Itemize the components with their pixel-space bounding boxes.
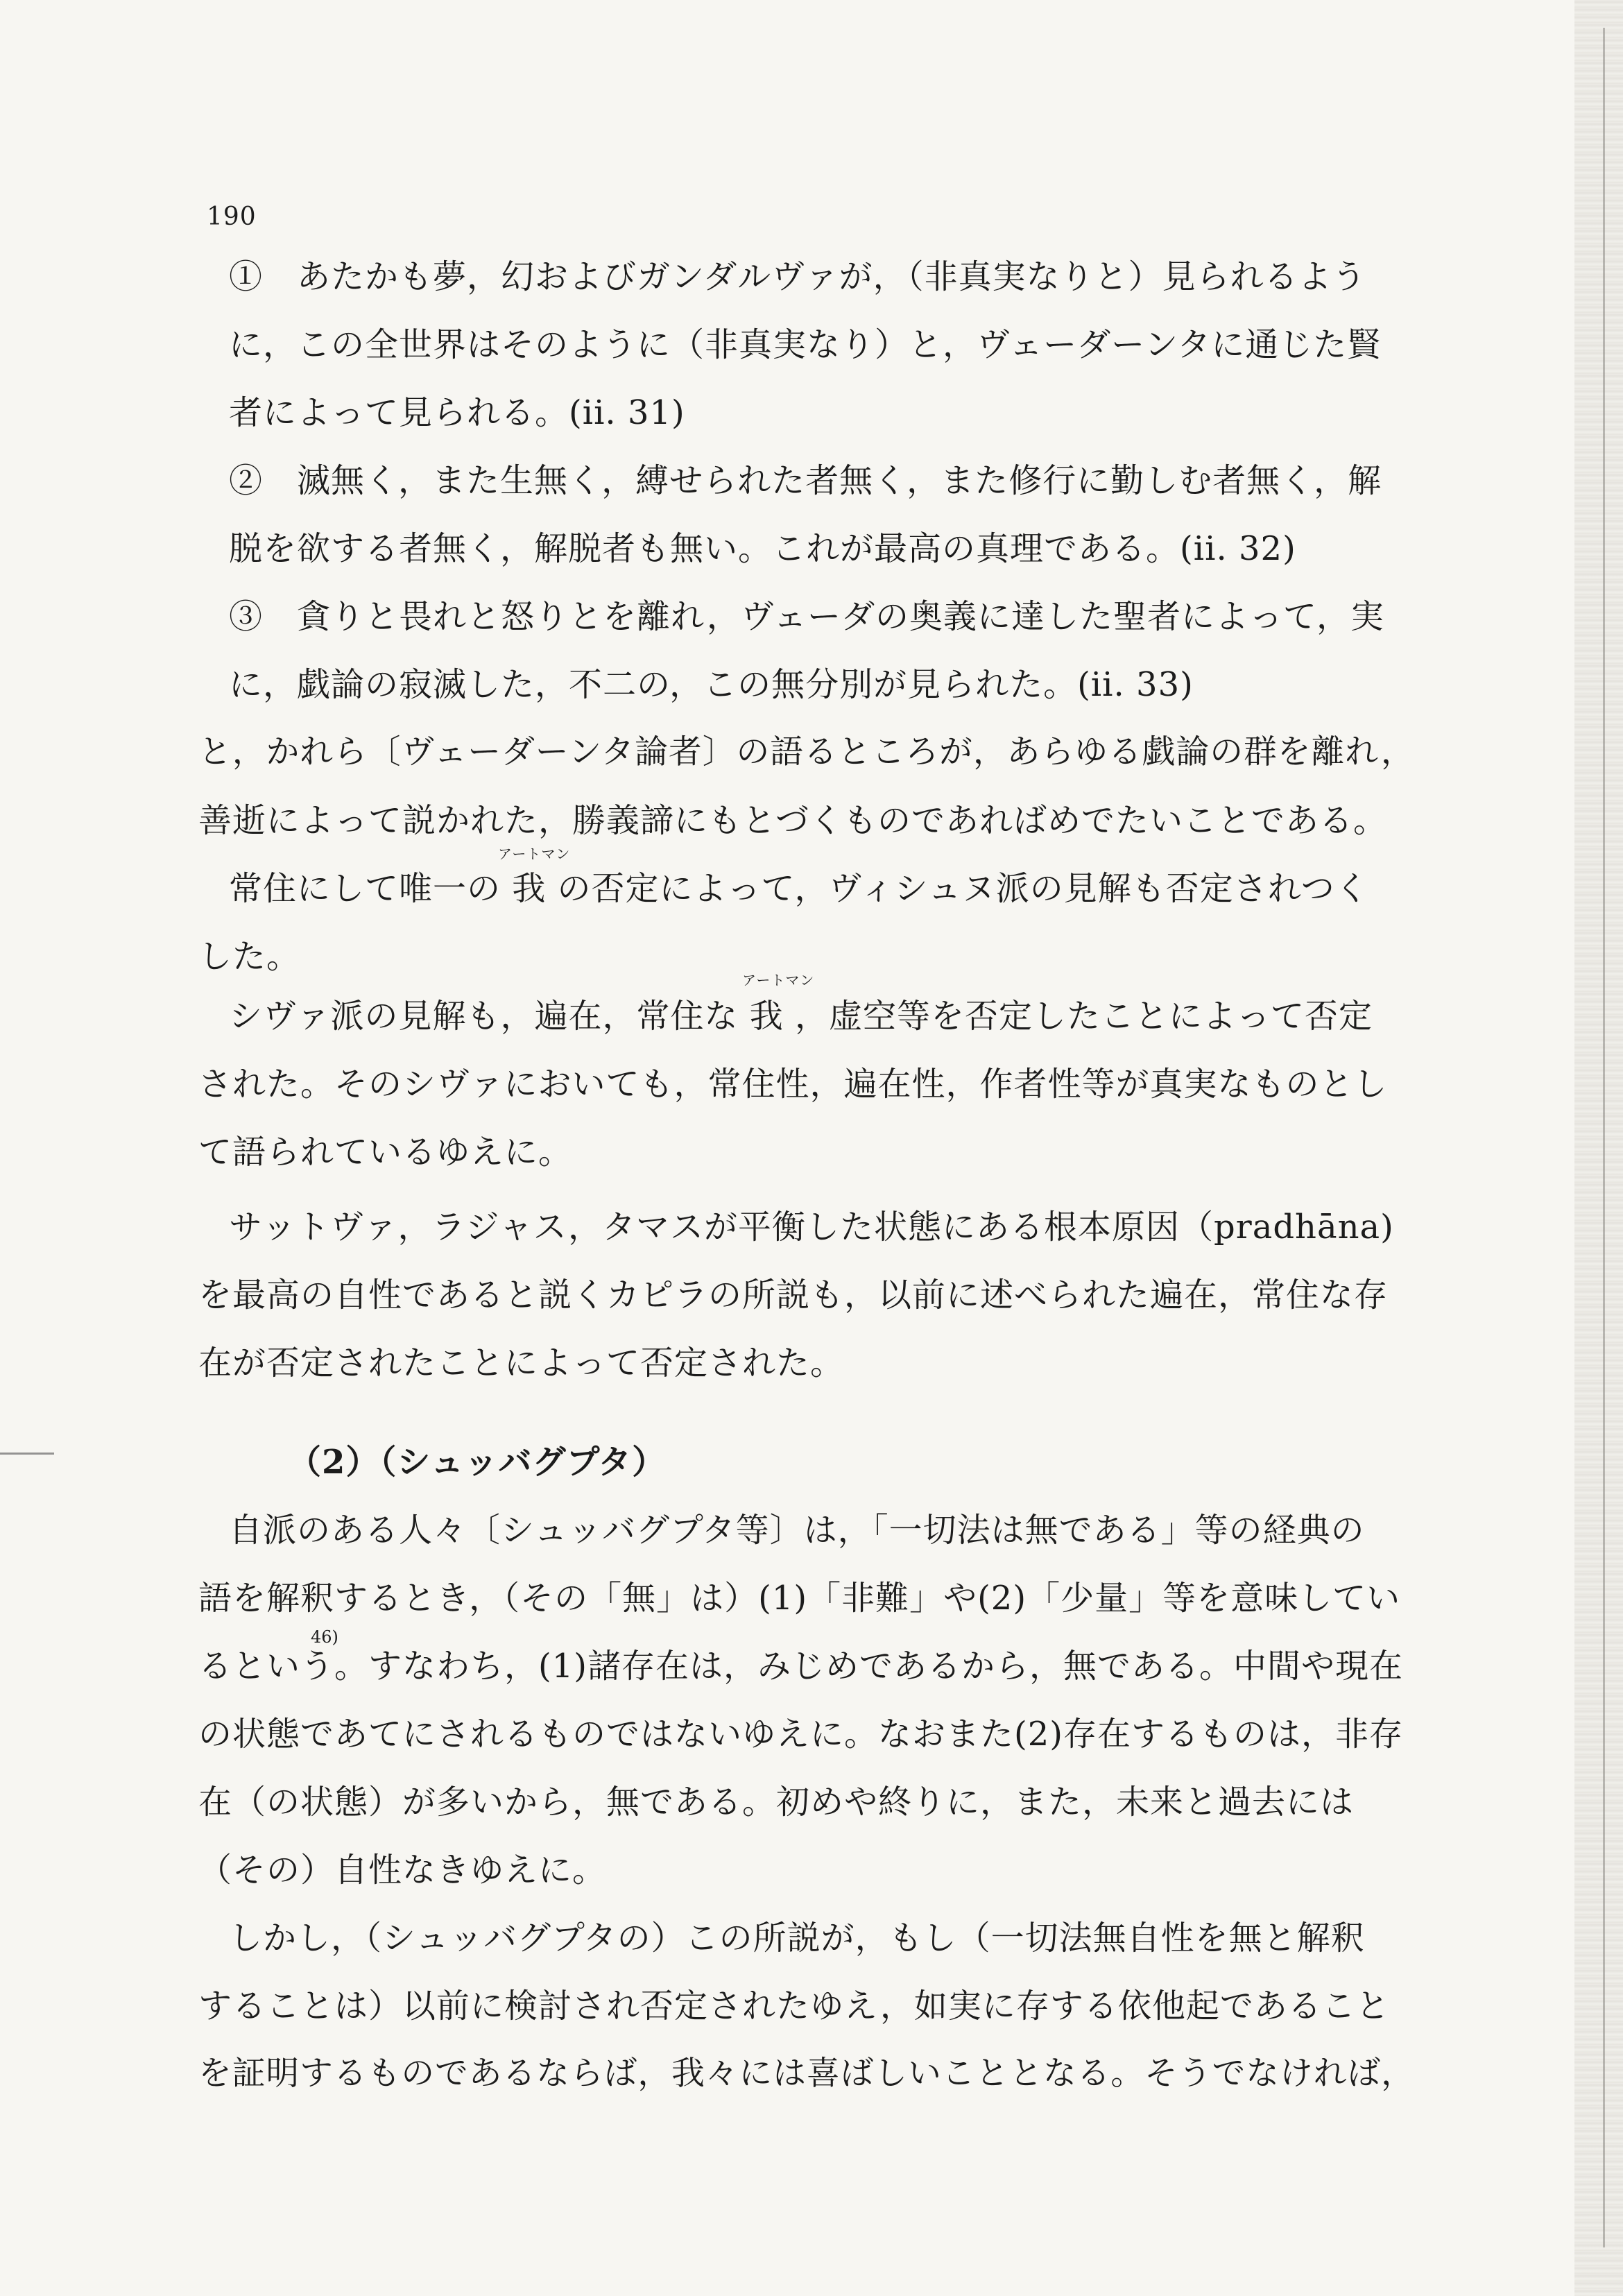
ruby-atman: アートマン — [498, 846, 571, 862]
text-line: るという。すなわち，(1)諸存在は，みじめであるから，無である。中間や現在 — [198, 1647, 1403, 1686]
text-line: した。 — [198, 937, 301, 976]
text-line: 常住にして唯一の 我 の否定によって，ヴィシュヌ派の見解も否定されつく — [229, 869, 1369, 908]
text-line: を証明するものであるならば，我々には喜ばしいこととなる。そうでなければ， — [198, 2055, 1415, 2093]
footnote-reference: 46) — [311, 1627, 338, 1647]
text-line: ③ 貪りと畏れと怒りとを離れ，ヴェーダの奥義に達した聖者によって，実 — [229, 597, 1385, 636]
text-line: と，かれら〔ヴェーダーンタ論者〕の語るところが，あらゆる戯論の群を離れ， — [198, 733, 1415, 771]
page-number: 190 — [207, 203, 257, 231]
text-line: しかし，（シュッバグプタの）この所説が，もし（一切法無自性を無と解釈 — [229, 1919, 1365, 1957]
scan-left-mark — [0, 1453, 54, 1455]
text-line: サットヴァ，ラジャス，タマスが平衡した状態にある根本原因（pradhāna) — [229, 1208, 1394, 1246]
text-line: ② 滅無く，また生無く，縛せられた者無く，また修行に勤しむ者無く，解 — [229, 461, 1382, 500]
text-line: に，戯論の寂滅した，不二の，この無分別が見られた。(ii. 33) — [229, 665, 1194, 704]
text-line: に，この全世界はそのように（非真実なり）と，ヴェーダーンタに通じた賢 — [229, 325, 1382, 364]
text-line: 者によって見られる。(ii. 31) — [229, 393, 685, 432]
text-line: て語られているゆえに。 — [198, 1133, 573, 1172]
text-line: 善逝によって説かれた，勝義諦にもとづくものであればめでたいことである。 — [198, 801, 1388, 840]
scan-edge-line — [1603, 28, 1605, 2247]
text-line: 在が否定されたことによって否定された。 — [198, 1344, 845, 1382]
text-line: を最高の自性であると説くカピラの所説も，以前に述べられた遍在，常住な存 — [198, 1276, 1389, 1314]
text-line: 自派のある人々〔シュッバグプタ等〕は，「一切法は無である」等の経典の — [229, 1511, 1365, 1550]
text-line: 脱を欲する者無く，解脱者も無い。これが最高の真理である。(ii. 32) — [229, 529, 1296, 568]
text-line: 語を解釈するとき，（その「無」は）(1)「非難」や(2)「少量」等を意味してい — [198, 1579, 1401, 1618]
text-line: の状態であてにされるものではないゆえに。なおまた(2)存在するものは，非存 — [198, 1715, 1403, 1754]
text-line: することは）以前に検討され否定されたゆえ，如実に存する依他起であること — [198, 1987, 1390, 2025]
text-line: ① あたかも夢，幻およびガンダルヴァが，（非真実なりと）見られるよう — [229, 257, 1366, 296]
text-line: 在（の状態）が多いから，無である。初めや終りに，また，未来と過去には — [198, 1783, 1355, 1822]
scan-edge-shadow — [1574, 0, 1623, 2296]
text-line: （その）自性なきゆえに。 — [198, 1851, 607, 1890]
section-heading: （2）（シュッバグプタ） — [288, 1443, 667, 1482]
text-line: された。そのシヴァにおいても，常住性，遍在性，作者性等が真実なものとし — [198, 1065, 1388, 1104]
ruby-atman: アートマン — [742, 972, 815, 988]
text-line: シヴァ派の見解も，遍在，常住な 我 ，虚空等を否定したことによって否定 — [229, 997, 1373, 1036]
